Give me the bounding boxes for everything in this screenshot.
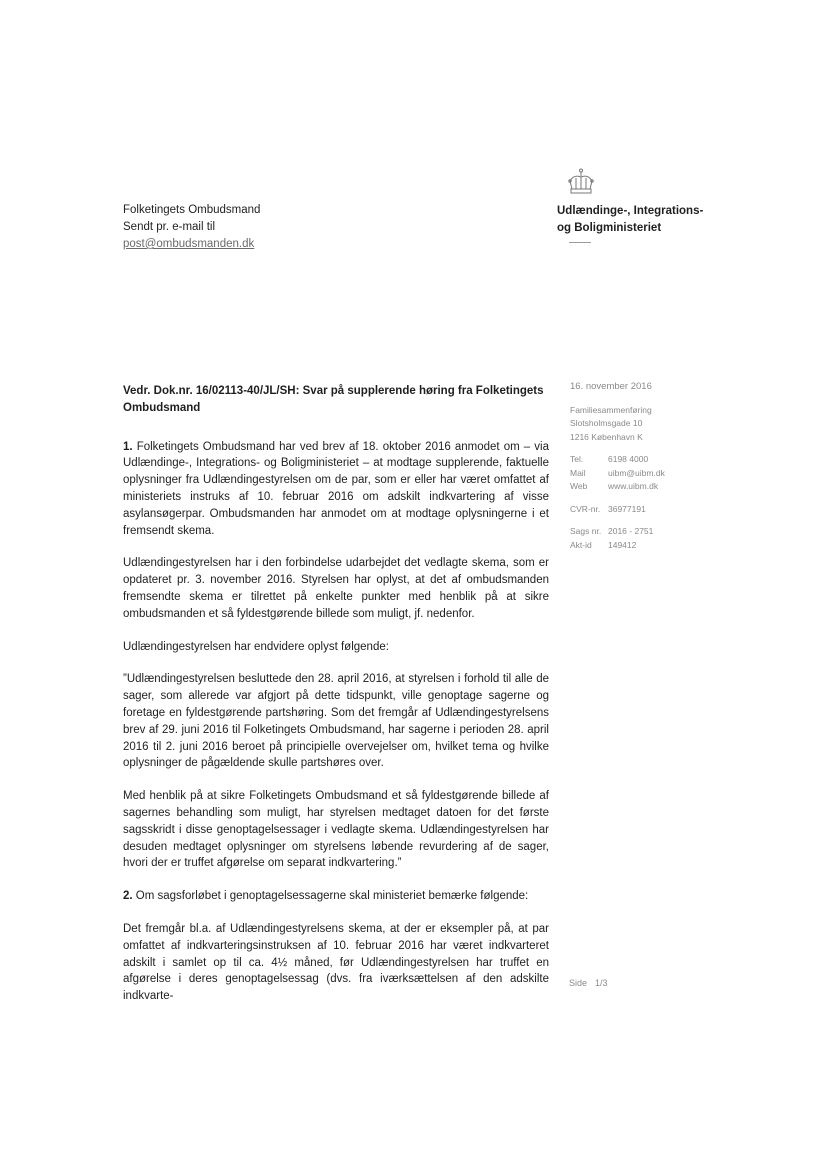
phone-number: 6198 4000	[608, 454, 649, 464]
ministry-name	[557, 203, 703, 237]
quote-paragraph-1	[123, 671, 549, 772]
cvr-info	[570, 503, 700, 517]
cvr-value: 36977191	[608, 503, 646, 514]
paragraph-text: ”Udlændingestyrelsen besluttede den 28. april 2016, at styrelsen i forhold til alle de sager, som allerede var afgjort på dette tidspunkt, ville genoptage sagerne og foretage en fyldestgørende partshøring. Som det fremgår af Udlændingestyrelsens brev af 29. juni 2016 til Folketingets Ombudsmand, har sagerne i perioden 28. april 2016 til 2. juni 2016 beroet på principielle overvejelser om, hvilket tema og hvilke oplysninger de pågældende skulle partshøres over.	[123, 673, 549, 770]
case-label: Akt-id	[570, 539, 592, 550]
ministry-divider	[569, 242, 591, 243]
recipient-delivery: Sendt pr. e-mail til	[123, 221, 216, 233]
cvr-label: CVR-nr.	[570, 503, 601, 514]
sender-info-column	[570, 380, 700, 561]
paragraph-text: Udlændingestyrelsen har i den forbindelse udarbejdet det vedlagte skema, som er opdateret pr. 3. november 2016. Styrelsen har oplyst, at det af ombudsmanden fremsendte skema er tilrettet på enkelte punkter med henblik på at sikre ombudsmanden et så fyldestgørende billede som muligt, jf. nedenfor.	[123, 557, 549, 620]
address-line: Familiesammenføring	[570, 404, 652, 415]
paragraph-text: Det fremgår bl.a. af Udlændingestyrelsens skema, at der er eksempler på, at par omfattet af indkvarteringsinstruksen af 10. februar 2016 har været indkvarteret adskilt i samlet op til ca. 4½ måned, før Udlændingestyrelsen har truffet en afgørelse i deres genoptagelsessag (dvs. fra iværksættelsen af den adskilte indkvarte-	[123, 922, 549, 1003]
subject-heading: Vedr. Dok.nr. 16/02113-40/JL/SH: Svar på supplerende høring fra Folketingets Ombudsmand	[123, 385, 544, 414]
contact-label: Tel.	[570, 454, 584, 464]
paragraph-number: 2.	[123, 890, 133, 903]
paragraph-1	[123, 439, 549, 540]
paragraph-text: Folketingets Ombudsmand har ved brev af 18. oktober 2016 anmodet om – via Udlændinge-, Integrations- og Boligministeriet – at modtage supplerende, faktuelle oplysninger fra Udlændingestyrelsen om de par, som er eller har været omfattet af ministeriets instruks af 10. februar 2016 om adskilt indkvartering af visse asylansøgerpar. Ombudsmanden har anmodet om at modtage oplysningerne i et fremsendt skema.	[123, 440, 549, 537]
paragraph-text: Med henblik på at sikre Folketingets Ombudsmand et så fyldestgørende billede af sagernes behandling som muligt, har styrelsen medtaget datoen for det første sagsskridt i disse genoptagelsessager i vedlagte skema. Udlændingestyrelsen har desuden medtaget oplysninger om styrelsens løbende revurdering af de sager, hvori der er truffet afgørelse om separat indkvartering.”	[123, 790, 549, 870]
ministry-name-line1: Udlændinge-, Integrations-	[557, 205, 704, 217]
quote-paragraph-2	[123, 788, 549, 872]
paragraph-3	[123, 639, 549, 656]
cvr-row	[570, 503, 700, 517]
case-number-row	[570, 525, 700, 539]
office-address	[570, 404, 700, 445]
ministry-name-line2: og Boligministeriet	[557, 222, 662, 234]
crown-icon	[566, 168, 596, 196]
paragraph-section-2-body	[123, 921, 549, 1005]
page-number	[569, 978, 616, 988]
address-line: 1216 København K	[570, 431, 643, 442]
paragraph-2	[123, 555, 549, 622]
case-info	[570, 525, 700, 552]
paragraph-number: 1.	[123, 440, 133, 453]
case-number: 2016 - 2751	[608, 526, 654, 536]
recipient-name: Folketingets Ombudsmand	[123, 204, 261, 216]
case-label: Sags nr.	[570, 526, 602, 536]
letter-body	[123, 383, 549, 1005]
paragraph-text: Om sagsforløbet i genoptagelsessagerne skal ministeriet bemærke følgende:	[132, 890, 529, 903]
act-id-row	[570, 539, 700, 553]
recipient-email-link[interactable]: post@ombudsmanden.dk	[123, 238, 255, 250]
contact-row-web	[570, 480, 700, 494]
mail-address-link[interactable]: uibm@uibm.dk	[608, 467, 665, 478]
contact-row-mail	[570, 467, 700, 481]
letter-date: 16. november 2016	[570, 381, 652, 392]
page-label: Side	[569, 978, 588, 988]
paragraph-section-2	[123, 888, 549, 905]
recipient-block	[123, 202, 260, 253]
paragraph-text: Udlændingestyrelsen har endvidere oplyst følgende:	[123, 640, 389, 653]
website-link[interactable]: www.uibm.dk	[608, 481, 659, 491]
page-value: 1/3	[595, 978, 608, 988]
contact-label: Mail	[570, 467, 586, 478]
contact-label: Web	[570, 481, 588, 491]
contact-row-tel	[570, 453, 700, 467]
address-line: Slotsholmsgade 10	[570, 418, 643, 428]
contact-info	[570, 453, 700, 494]
act-id: 149412	[608, 539, 637, 550]
